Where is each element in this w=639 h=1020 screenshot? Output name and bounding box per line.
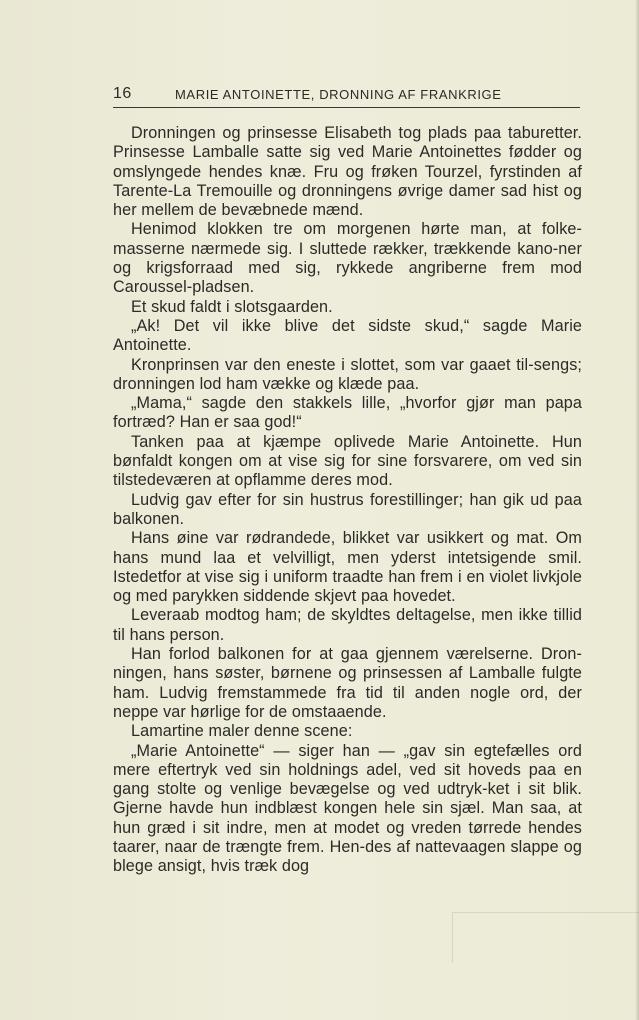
paragraph: „Marie Antoinette“ — siger han — „gav sin egtefælles ord mere eftertryk ved sin holdnings adel, ved sit hoveds paa en gang stolte og venlige bevægelse og ved udtryk-ket i sit blik. Gjerne havde hun indblæst kongen hele sin sjæl. Man saa, at hun græd i sit indre, men at modet og vreden tørrede hendes taarer, naar de trængte frem. Hen-des af nattevaagen slappe og blege ansigt, hvis træk dog [113,741,582,876]
paragraph: Hans øine var rødrandede, blikket var usikkert og mat. Om hans mund laa et velvilligt, men yderst intetsigende smil. Istedetfor at vise sig i uniform traadte han frem i en violet livkjole og med parykken siddende skjevt paa hovedet. [113,529,582,606]
paragraph: Tanken paa at kjæmpe oplivede Marie Antoinette. Hun bønfaldt kongen om at vise sig for sine forsvarere, om ved sin tilstedeværen at opflamme deres mod. [113,432,582,490]
body-text [113,124,582,877]
running-title: MARIE ANTOINETTE, DRONNING AF FRANKRIGE [175,87,502,102]
paragraph: Et skud faldt i slotsgaarden. [131,297,333,316]
page-edge-shadow [635,0,639,1020]
header-rule [113,107,580,108]
page-header [113,84,580,106]
paragraph: Leveraab modtog ham; de skyldtes deltagelse, men ikke tillid til hans person. [113,606,582,644]
paragraph: Kronprinsen var den eneste i slottet, som var gaaet til-sengs; dronningen lod ham vække og klæde paa. [113,355,582,393]
page-number: 16 [113,85,132,102]
paragraph: „Ak! Det vil ikke blive det sidste skud,“ sagde Marie Antoinette. [113,316,582,355]
paragraph: Henimod klokken tre om morgenen hørte man, at folke-masserne nærmede sig. I sluttede rækker, trækkende kano-ner og krigsforraad med sig, rykkede angriberne frem mod Caroussel-pladsen. [113,220,582,297]
paragraph: Dronningen og prinsesse Elisabeth tog plads paa taburetter. Prinsesse Lamballe satte sig ved Marie Antoinettes fødder og omslyngede hendes knæ. Fru og frøken Tourzel, fyrstinden af Tarente-La Tremouille og dronningens øvrige damer sad hist og her mellem de bevæbnede mænd. [113,124,582,220]
scan-corner-mark [452,912,639,963]
paragraph: Lamartine maler denne scene: [131,722,353,741]
paragraph: Han forlod balkonen for at gaa gjennem værelserne. Dron-ningen, hans søster, børnene og prinsessen af Lamballe fulgte ham. Ludvig fremstammede fra tid til anden nogle ord, der neppe var hørlige for de omstaaende. [113,645,582,721]
paragraph: „Mama,“ sagde den stakkels lille, „hvorfor gjør man papa fortræd? Han er saa god!“ [113,394,582,432]
paragraph: Ludvig gav efter for sin hustrus forestillinger; han gik ud paa balkonen. [113,490,582,528]
